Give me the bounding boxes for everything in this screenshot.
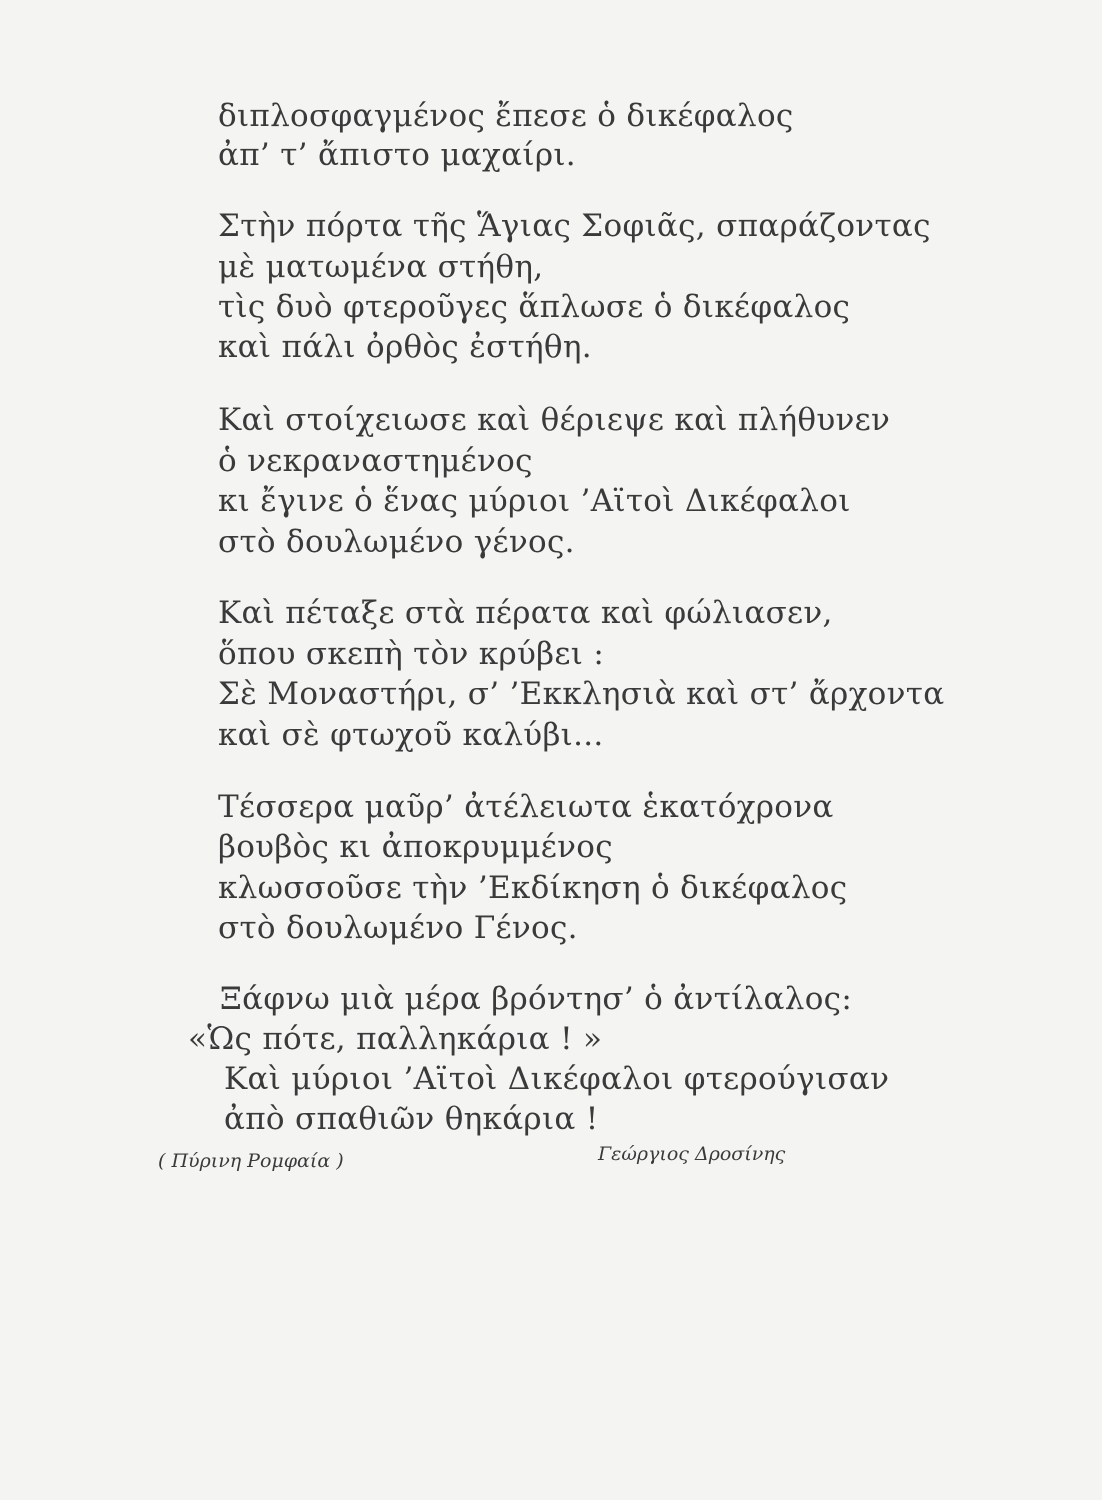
poem-line: κλωσσοῦσε τὴν ’Εκδίκηση ὁ δικέφαλος: [218, 870, 848, 906]
poem-line: ἀπ’ τ’ ἄπιστο μαχαίρι.: [218, 137, 576, 173]
source-attribution: ( Πύρινη Ρομφαία ): [158, 1150, 344, 1172]
poem-line: βουβὸς κι ἀποκρυμμένος: [218, 829, 613, 865]
poem-line: τὶς δυὸ φτεροῦγες ἅπλωσε ὁ δικέφαλος: [218, 289, 851, 325]
poem-line: Ξάφνω μιὰ μέρα βρόντησ’ ὁ ἀντίλαλος:: [220, 981, 853, 1017]
poem-line: μὲ ματωμένα στήθη,: [218, 249, 544, 285]
poem-line: Στὴν πόρτα τῆς Ἅγιας Σοφιᾶς, σπαράζοντας: [218, 208, 931, 244]
poem-line: καὶ πάλι ὀρθὸς ἐστήθη.: [218, 329, 592, 365]
poem-line: καὶ σὲ φτωχοῦ καλύβι...: [218, 717, 604, 753]
poem-line: στὸ δουλωμένο γένος.: [218, 524, 575, 560]
poem-line: ὁ νεκραναστημένος: [218, 443, 533, 479]
poem-line: Καὶ στοίχειωσε καὶ θέριεψε καὶ πλήθυνεν: [218, 402, 891, 438]
poem-line: διπλοσφαγμένος ἔπεσε ὁ δικέφαλος: [218, 98, 794, 134]
poem-line: ἀπὸ σπαθιῶν θηκάρια !: [224, 1101, 599, 1137]
poem-line: Καὶ πέταξε στὰ πέρατα καὶ φώλιασεν,: [218, 595, 833, 631]
poem-line: «Ὡς πότε, παλληκάρια ! »: [188, 1021, 603, 1057]
author-name: Γεώργιος Δροσίνης: [598, 1143, 786, 1165]
poem-line: κι ἔγινε ὁ ἕνας μύριοι ’Αϊτοὶ Δικέφαλοι: [218, 483, 851, 519]
poem-line: Τέσσερα μαῦρ’ ἀτέλειωτα ἑκατόχρονα: [218, 789, 834, 825]
poem-line: Σὲ Μοναστήρι, σ’ ’Εκκλησιὰ καὶ στ’ ἄρχοντα: [218, 676, 945, 712]
poem-line: Καὶ μύριοι ’Αϊτοὶ Δικέφαλοι φτερούγισαν: [224, 1061, 890, 1097]
poem-line: στὸ δουλωμένο Γένος.: [218, 910, 578, 946]
poem-line: ὅπου σκεπὴ τὸν κρύβει :: [218, 636, 605, 672]
